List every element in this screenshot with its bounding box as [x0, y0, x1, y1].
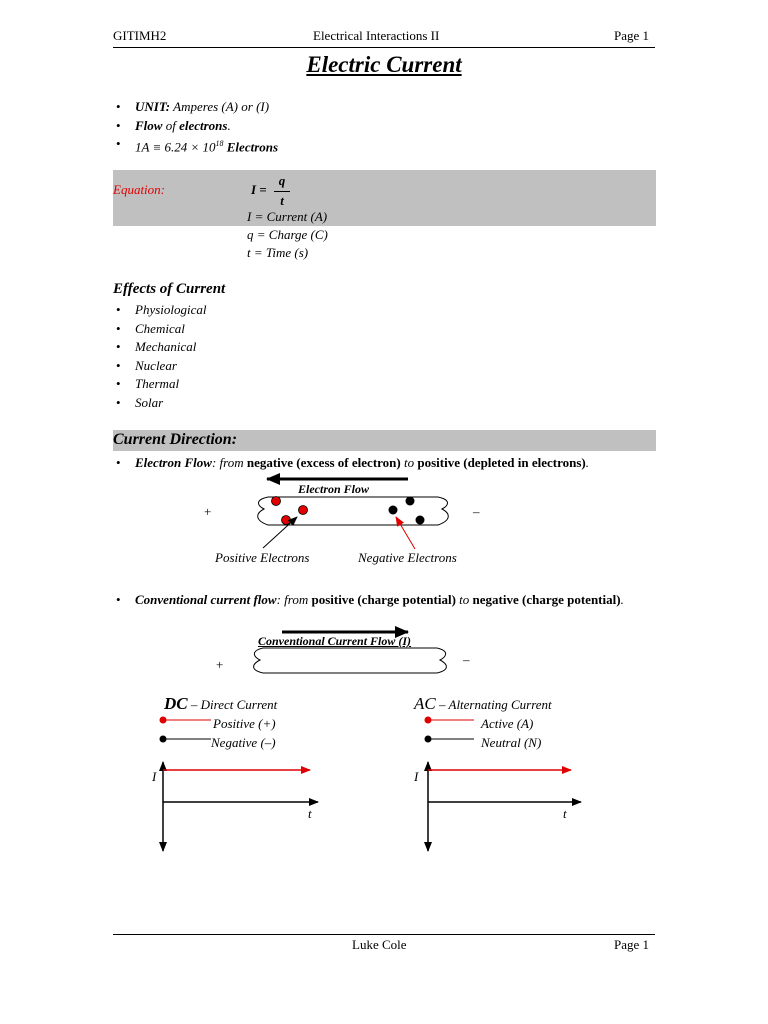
footer-author: Luke Cole	[352, 937, 407, 952]
list-item: • UNIT: Amperes (A) or (I)	[113, 98, 278, 117]
positive-charge	[272, 497, 281, 506]
ac-y-label: I	[414, 769, 419, 784]
direction-heading: Current Direction:	[113, 431, 238, 448]
equation-denominator: t	[280, 193, 284, 208]
dc-name: – Direct Current	[187, 697, 278, 712]
list-item: • Conventional current flow: from positive (charge potential) to negative (charge potential).	[113, 591, 653, 608]
conventional-flow-list	[113, 591, 653, 608]
pointer-arrow	[263, 517, 297, 548]
list-item: • Solar	[113, 394, 207, 413]
equation-definition: I = Current (A)	[247, 209, 328, 224]
ac-wire1-label: Active (A)	[481, 716, 534, 731]
list-item: • Thermal	[113, 375, 207, 394]
negative-electrons-label: Negative Electrons	[358, 550, 457, 565]
page-title: Electric Current	[306, 52, 462, 77]
negative-charge	[416, 516, 425, 525]
dc-heading	[164, 694, 277, 714]
plus-sign: +	[204, 504, 212, 519]
ac-heading	[414, 694, 552, 714]
equation-definition: q = Charge (C)	[247, 227, 328, 242]
ac-x-label: t	[563, 806, 567, 821]
conductor-tube	[263, 648, 437, 673]
minus-sign: –	[463, 652, 470, 667]
minus-sign: –	[473, 504, 480, 519]
dc-wire2-label: Negative (–)	[211, 735, 276, 750]
list-item: • Chemical	[113, 320, 207, 339]
list-item: • Mechanical	[113, 338, 207, 357]
dc-negative-terminal	[160, 736, 167, 743]
positive-charge	[299, 506, 308, 515]
effects-heading: Effects of Current	[113, 281, 226, 297]
footer-rule	[113, 934, 655, 935]
pointer-arrow	[396, 517, 415, 549]
dc-abbr: DC	[164, 694, 188, 713]
list-item: • Flow of electrons.	[113, 117, 278, 136]
electron-flow-title: Electron Flow	[298, 482, 370, 496]
ac-wire2-label: Neutral (N)	[481, 735, 542, 750]
negative-charge	[406, 497, 415, 506]
equation-label: Equation:	[113, 182, 165, 197]
ac-abbr: AC	[414, 694, 436, 713]
equation-definition: t = Time (s)	[247, 245, 309, 260]
ac-name: – Alternating Current	[435, 697, 552, 712]
footer-page: Page 1	[614, 937, 650, 952]
dc-y-label: I	[152, 769, 157, 784]
dc-positive-terminal	[160, 717, 167, 724]
list-item: • $1A \equiv 6.24 \times 10^{18}$ Electrons	[113, 135, 278, 157]
header-page: Page 1	[614, 28, 650, 43]
ac-active-terminal	[425, 717, 432, 724]
positive-electrons-label: Positive Electrons	[215, 550, 310, 565]
equation-numerator: q	[278, 173, 286, 188]
dc-x-label: t	[308, 806, 312, 821]
list-item: • Nuclear	[113, 357, 207, 376]
conventional-flow-title: Conventional Current Flow (I)	[258, 634, 412, 648]
list-item: • Physiological	[113, 301, 207, 320]
ac-neutral-terminal	[425, 736, 432, 743]
header-subject: Electrical Interactions II	[313, 28, 440, 43]
plus-sign: +	[216, 657, 224, 672]
positive-charge	[282, 516, 291, 525]
dc-wire1-label: Positive (+)	[213, 716, 276, 731]
header-course: GITIMH2	[113, 28, 167, 43]
negative-charge	[389, 506, 398, 515]
equation-lhs: I =	[251, 182, 267, 197]
list-item: • Electron Flow: from negative (excess of electron) to positive (depleted in electrons).	[113, 454, 589, 473]
